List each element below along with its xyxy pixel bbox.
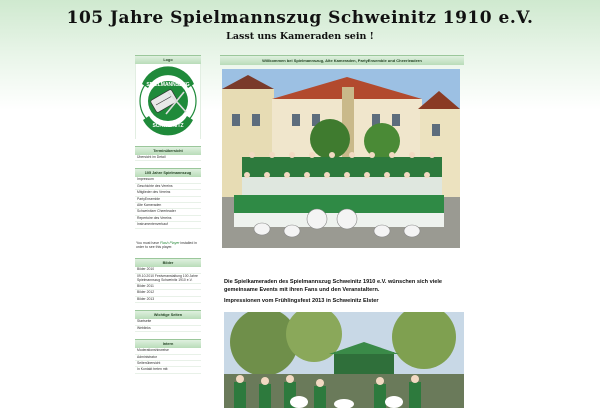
sidebar-item[interactable]: Bilder 2010 (135, 267, 201, 273)
festival-photo-image (224, 312, 464, 408)
sidebar (135, 55, 201, 374)
wichtige-heading: Wichtige Seiten (135, 310, 201, 319)
sidebar-item[interactable]: Schweinitzer Cheerleader (135, 209, 201, 215)
sidebar-item-termin[interactable]: Übersicht im Detail (135, 155, 201, 161)
group-photo-image (222, 69, 460, 248)
logo-heading: Logo (135, 55, 201, 64)
sidebar-item[interactable]: Repertoire des Vereins (135, 216, 201, 222)
site-subtitle: Lasst uns Kameraden sein ! (226, 31, 374, 42)
main-heading: Willkommen bei Spielmannszug, Alte Kameraden, PartyEnsemble und Cheerleadern (220, 55, 464, 65)
termin-heading: Terminübersicht (135, 146, 201, 155)
impressions-title: Impressionen vom Frühlingsfest 2013 in Schweinitz Elster (224, 298, 379, 304)
sidebar-item[interactable]: 09.10.2010 Festveranstaltung 100 Jahre Spielmannszug Schweinitz 1910 e.V. (135, 274, 201, 284)
bilder-heading: Bilder (135, 258, 201, 267)
sidebar-item[interactable]: Weblinks (135, 326, 201, 332)
intern-heading: Intern (135, 339, 201, 348)
festival-photo (224, 312, 464, 408)
sidebar-item[interactable]: Geschichte des Vereins (135, 184, 201, 190)
sidebar-item[interactable]: Impressum (135, 177, 201, 183)
sidebar-item[interactable]: Instrumentenverkauf (135, 222, 201, 228)
group-photo (222, 69, 460, 248)
flash-note (135, 239, 201, 252)
sidebar-item[interactable]: Administrator (135, 355, 201, 361)
flash-note-text: You must have (136, 240, 160, 245)
logo[interactable] (135, 64, 201, 139)
sidebar-item[interactable]: In Kontakt treten mit: (135, 367, 201, 373)
logo-top-text: SPIELMANNSZUG (146, 82, 190, 88)
sidebar-item[interactable]: PartyEnsemble (135, 197, 201, 203)
sidebar-item[interactable]: Bilder 2012 (135, 290, 201, 296)
flash-player-link[interactable]: Flash Player (160, 240, 180, 245)
logo-bottom-text: SCHWEINITZ (152, 123, 184, 129)
sidebar-item[interactable]: Bilder 2011 (135, 284, 201, 290)
site-title: 105 Jahre Spielmannszug Schweinitz 1910 e.V. (66, 8, 534, 28)
sidebar-item[interactable]: Startseite (135, 319, 201, 325)
flash-note-text-after: installed in order to see this player. (136, 240, 197, 249)
sidebar-item[interactable]: Mitglieder des Vereins (135, 190, 201, 196)
jahre-heading: 105 Jahre Spielmannszug (135, 168, 201, 177)
sidebar-item[interactable]: Moderationshinweise (135, 348, 201, 354)
sidebar-item[interactable]: Seitenübersicht (135, 361, 201, 367)
sidebar-item[interactable]: Alte Kameraden (135, 203, 201, 209)
greeting-text: Die Spielkameraden des Spielmannszug Schweinitz 1910 e.V. wünschen sich viele gemeinsame Events mit ihren Fans und den Veranstaltern. (224, 279, 443, 293)
sidebar-item[interactable]: Bilder 2013 (135, 297, 201, 303)
